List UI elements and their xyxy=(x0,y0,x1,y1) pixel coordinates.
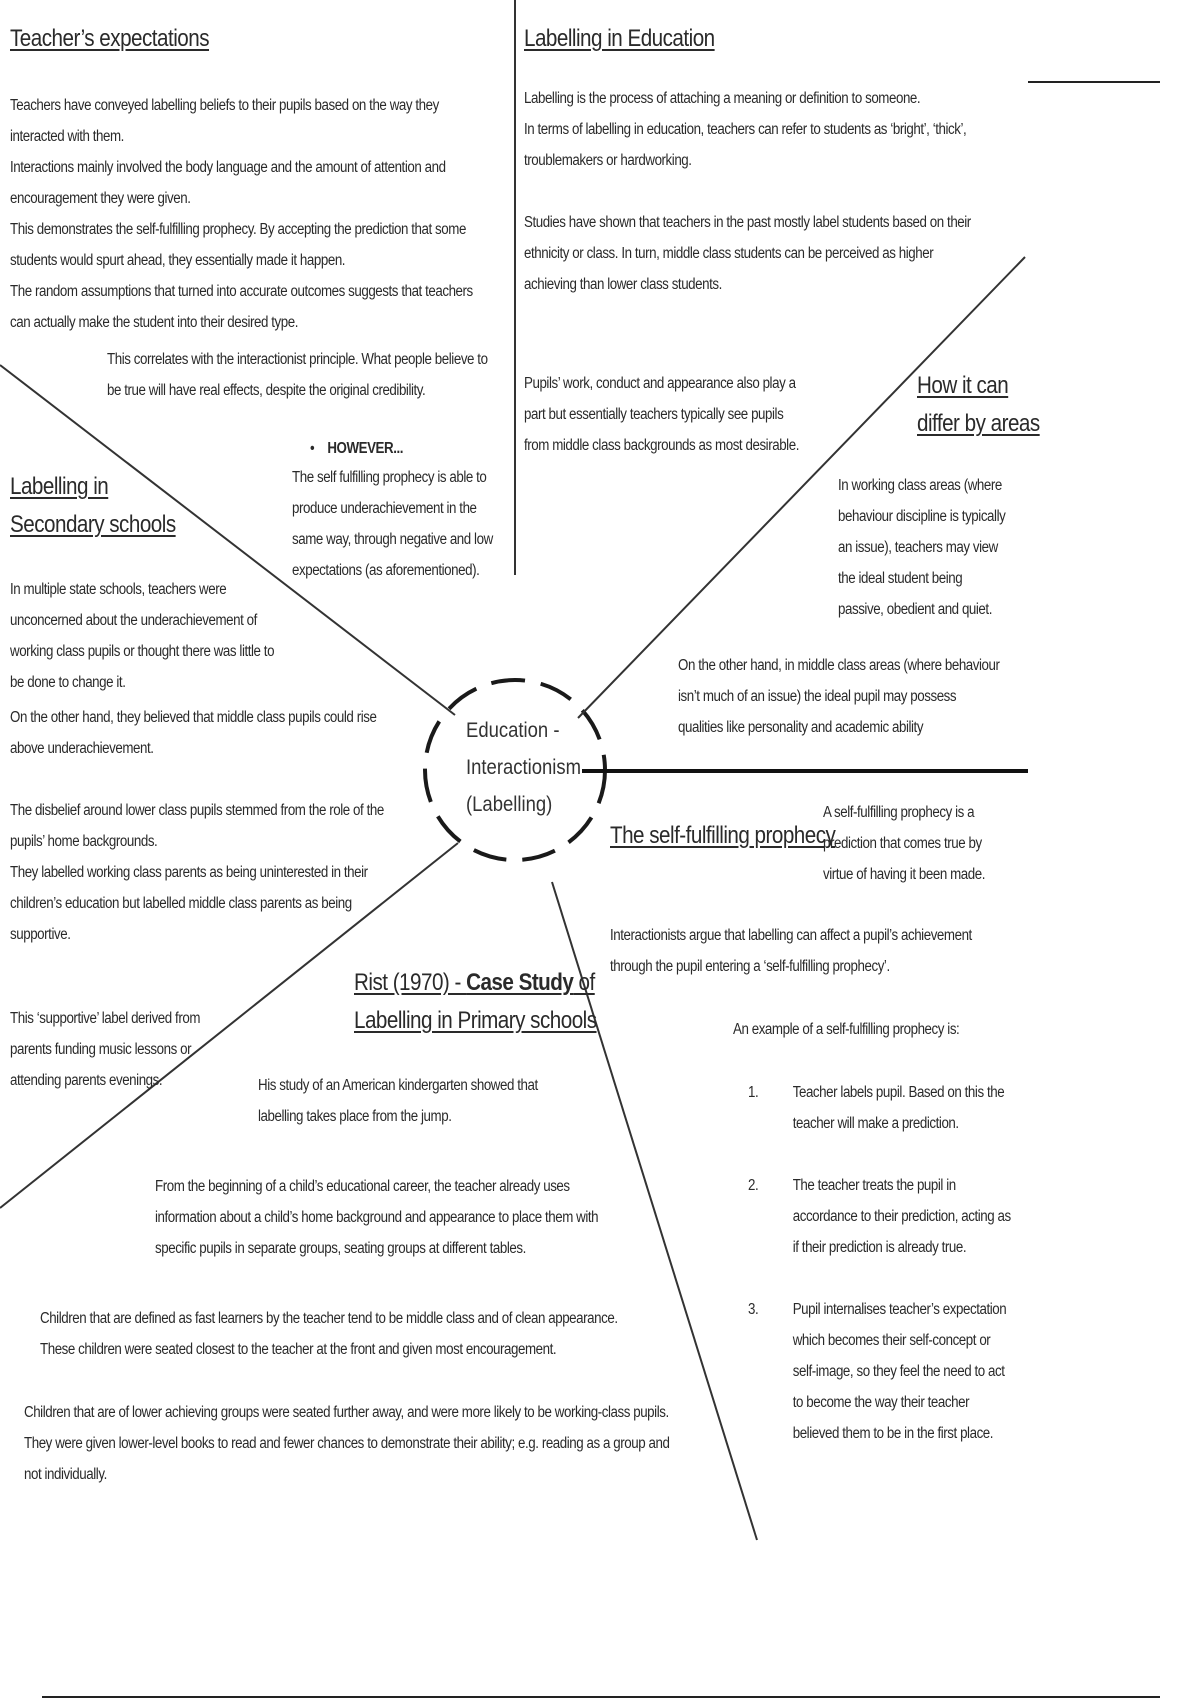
sfp-example-intro: An example of a self-fulfilling prophecy is: xyxy=(733,1021,960,1038)
text-line: achieving than lower class students. xyxy=(524,276,722,293)
working-class-areas-text xyxy=(838,470,1010,625)
text-line: Studies have shown that teachers in the past mostly label students based on their xyxy=(524,214,971,231)
text-line: The teacher treats the pupil in xyxy=(792,1177,956,1194)
text-line: In multiple state schools, teachers were xyxy=(10,581,227,598)
text-line: supportive. xyxy=(10,926,71,943)
text-line: They labelled working class parents as being uninterested in their xyxy=(10,864,368,881)
text-line: Interactionists argue that labelling can affect a pupil’s achievement xyxy=(610,927,972,944)
list-item xyxy=(748,1170,1032,1263)
text-line: an issue), teachers may view xyxy=(838,539,998,556)
sfp-definition xyxy=(823,797,1021,890)
text-line: to become the way their teacher xyxy=(792,1394,970,1411)
rist-heading xyxy=(354,964,597,1040)
text-line: prediction that comes true by xyxy=(823,835,982,852)
text-line: Teacher labels pupil. Based on this the xyxy=(792,1084,1005,1101)
step-number: 2. xyxy=(748,1177,759,1194)
center-line-3: (Labelling) xyxy=(466,793,553,816)
text-line: passive, obedient and quiet. xyxy=(838,601,992,618)
text-line: Pupils’ work, conduct and appearance also play a xyxy=(524,375,796,392)
rist-heading-bold: Case Study xyxy=(466,969,574,996)
teachers-expectations-text xyxy=(10,90,492,338)
text-line: accordance to their prediction, acting as xyxy=(792,1208,1011,1225)
text-line: working class pupils or thought there was little to xyxy=(10,643,275,660)
text-line: Children that are of lower achieving groups were seated further away, and were more likely to be working-class pupils. xyxy=(24,1404,669,1421)
middle-class-areas-text xyxy=(678,650,1005,743)
text-line: Children that are defined as fast learners by the teacher tend to be middle class and of clean appearance. xyxy=(40,1310,618,1327)
rist-para-3 xyxy=(40,1303,659,1365)
text-line: virtue of having it been made. xyxy=(823,866,985,883)
however-heading xyxy=(310,433,482,464)
text-line: information about a child’s home background and appearance to place them with xyxy=(155,1209,599,1226)
text-line: from middle class backgrounds as most desirable. xyxy=(524,437,799,454)
text-line: troublemakers or hardworking. xyxy=(524,152,692,169)
text-line: This correlates with the interactionist principle. What people believe to xyxy=(107,351,488,368)
rist-para-4 xyxy=(24,1397,729,1490)
text-line: This ‘supportive’ label derived from xyxy=(10,1010,200,1027)
labelling-definition-text xyxy=(524,83,988,300)
text-line: be true will have real effects, despite the original credibility. xyxy=(107,382,426,399)
text-line: same way, through negative and low xyxy=(292,531,493,548)
text-line: attending parents evenings. xyxy=(10,1072,163,1089)
text-line: The self fulfilling prophecy is able to xyxy=(292,469,487,486)
center-line-2: Interactionism xyxy=(466,756,582,779)
rist-para-1 xyxy=(258,1070,568,1132)
secondary-heading xyxy=(10,468,176,544)
text-line: On the other hand, in middle class areas (where behaviour xyxy=(678,657,1000,674)
areas-heading-line-2: differ by areas xyxy=(917,410,1040,437)
secondary-para-4 xyxy=(10,1003,216,1096)
text-line: The disbelief around lower class pupils stemmed from the role of the xyxy=(10,802,384,819)
text-line: In terms of labelling in education, teachers can refer to students as ‘bright’, ‘thick’, xyxy=(524,121,967,138)
text-line: part but essentially teachers typically see pupils xyxy=(524,406,784,423)
text-line: children’s education but labelled middle class parents as being xyxy=(10,895,352,912)
text-line: His study of an American kindergarten showed that xyxy=(258,1077,538,1094)
rist-heading-line-2: Labelling in Primary schools xyxy=(354,1007,597,1034)
bullet-icon: • xyxy=(310,440,315,457)
center-line-1: Education - xyxy=(466,719,560,742)
list-item xyxy=(748,1077,1032,1139)
text-line: From the beginning of a child’s educational career, the teacher already uses xyxy=(155,1178,570,1195)
rist-para-2 xyxy=(155,1171,619,1264)
text-line: self-image, so they feel the need to act xyxy=(792,1363,1005,1380)
text-line: isn’t much of an issue) the ideal pupil may possess xyxy=(678,688,957,705)
rist-heading-post: of xyxy=(573,969,595,996)
text-line: the ideal student being xyxy=(838,570,963,587)
sfp-heading: The self-fulfilling prophecy xyxy=(610,822,836,849)
text-line: produce underachievement in the xyxy=(292,500,477,517)
text-line: behaviour discipline is typically xyxy=(838,508,1006,525)
text-line: pupils’ home backgrounds. xyxy=(10,833,158,850)
text-line: Teachers have conveyed labelling beliefs to their pupils based on the way they xyxy=(10,97,439,114)
however-text xyxy=(292,462,507,586)
text-line: students would spurt ahead, they essentially made it happen. xyxy=(10,252,346,269)
sfp-para xyxy=(610,920,997,982)
however-title: HOWEVER... xyxy=(327,440,404,457)
text-line: ethnicity or class. In turn, middle class students can be perceived as higher xyxy=(524,245,934,262)
text-line: above underachievement. xyxy=(10,740,154,757)
text-line: labelling takes place from the jump. xyxy=(258,1108,452,1125)
text-line: On the other hand, they believed that middle class pupils could rise xyxy=(10,709,377,726)
text-line: The random assumptions that turned into accurate outcomes suggests that teachers xyxy=(10,283,473,300)
text-line: be done to change it. xyxy=(10,674,126,691)
pupils-work-text xyxy=(524,368,808,461)
center-topic xyxy=(466,712,581,823)
list-item xyxy=(748,1294,1032,1449)
secondary-para-3 xyxy=(10,795,397,950)
secondary-para-1 xyxy=(10,574,294,698)
text-line: teacher will make a prediction. xyxy=(792,1115,959,1132)
text-line: A self-fulfilling prophecy is a xyxy=(823,804,975,821)
text-line: Labelling is the process of attaching a meaning or definition to someone. xyxy=(524,90,921,107)
text-line: encouragement they were given. xyxy=(10,190,191,207)
text-line: through the pupil entering a ‘self-fulfilling prophecy’. xyxy=(610,958,890,975)
text-line: if their prediction is already true. xyxy=(792,1239,967,1256)
secondary-heading-line-1: Labelling in xyxy=(10,473,109,500)
step-number: 1. xyxy=(748,1084,759,1101)
text-line: interacted with them. xyxy=(10,128,124,145)
text-line: unconcerned about the underachievement of xyxy=(10,612,257,629)
teachers-expectations-heading: Teacher’s expectations xyxy=(10,25,210,52)
rist-heading-pre: Rist (1970) - xyxy=(354,969,467,996)
text-line: not individually. xyxy=(24,1466,107,1483)
text-line: parents funding music lessons or xyxy=(10,1041,192,1058)
text-line: Pupil internalises teacher’s expectation xyxy=(792,1301,1007,1318)
interactionist-principle-text xyxy=(107,344,511,406)
text-line: can actually make the student into their desired type. xyxy=(10,314,298,331)
text-line: specific pupils in separate groups, seating groups at different tables. xyxy=(155,1240,526,1257)
text-line: They were given lower-level books to read and fewer chances to demonstrate their ability; e.g. reading as a group and xyxy=(24,1435,670,1452)
text-line: believed them to be in the first place. xyxy=(792,1425,994,1442)
text-line: expectations (as aforementioned). xyxy=(292,562,480,579)
text-line: This demonstrates the self-fulfilling prophecy. By accepting the prediction that some xyxy=(10,221,466,238)
areas-heading-line-1: How it can xyxy=(917,372,1009,399)
areas-heading xyxy=(917,367,1040,443)
text-line: Interactions mainly involved the body language and the amount of attention and xyxy=(10,159,446,176)
labelling-in-education-heading: Labelling in Education xyxy=(524,25,715,52)
text-line: which becomes their self-concept or xyxy=(792,1332,991,1349)
secondary-heading-line-2: Secondary schools xyxy=(10,511,176,538)
text-line: These children were seated closest to the teacher at the front and given most encouragement. xyxy=(40,1341,557,1358)
step-number: 3. xyxy=(748,1301,759,1318)
rist-heading-line-1 xyxy=(354,964,597,1002)
sfp-steps xyxy=(748,1077,1032,1480)
secondary-para-2 xyxy=(10,702,388,764)
text-line: qualities like personality and academic ability xyxy=(678,719,924,736)
text-line: In working class areas (where xyxy=(838,477,1002,494)
